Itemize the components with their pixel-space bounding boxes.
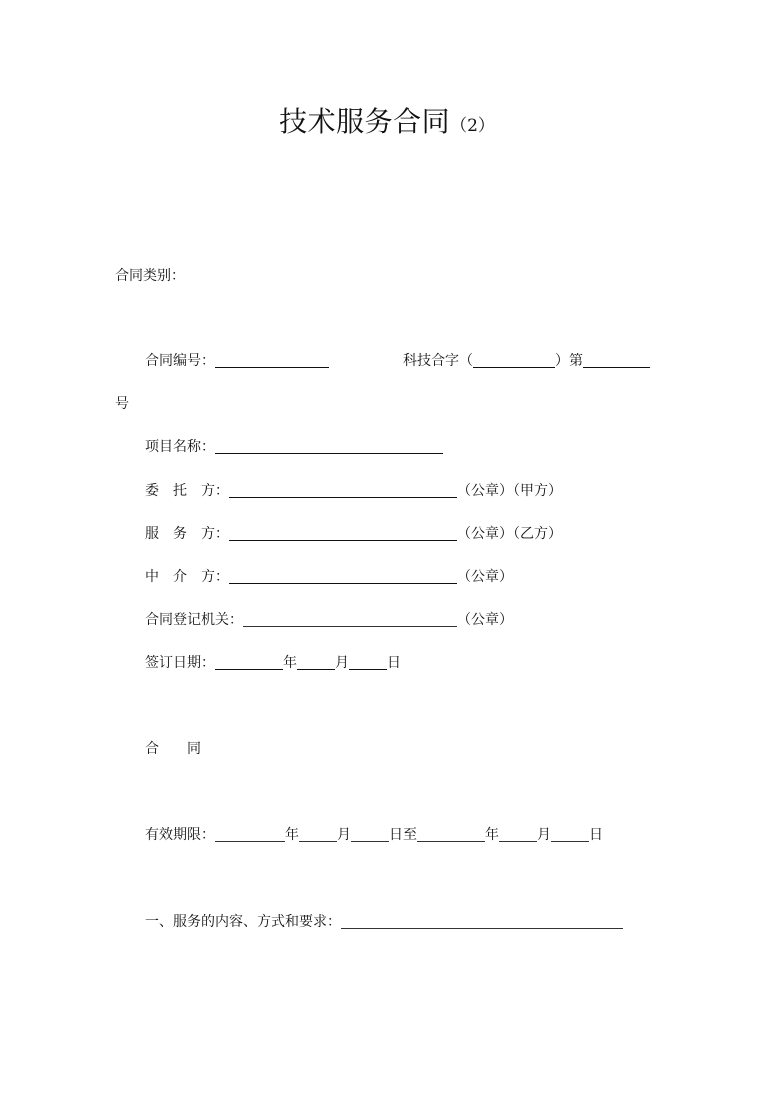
document-title: [0, 100, 774, 140]
tech-contract-suffix: 号: [115, 396, 129, 412]
validity-start-month-field[interactable]: [299, 827, 337, 842]
validity-row: [145, 825, 603, 845]
intermediary-row: [145, 567, 513, 587]
validity-year2-unit: 年: [485, 827, 499, 843]
provider-row: [145, 524, 562, 544]
signing-date-row: [145, 653, 401, 673]
provider-field[interactable]: [229, 526, 457, 541]
project-name-field[interactable]: [215, 439, 443, 454]
validity-day2-unit: 日: [589, 827, 603, 843]
project-name-row: [145, 437, 443, 457]
signing-date-label: 签订日期：: [145, 655, 215, 671]
registry-row: [145, 610, 513, 630]
client-label: 委 托 方：: [145, 483, 229, 499]
intermediary-seal: （公章）: [457, 569, 513, 585]
validity-end-year-field[interactable]: [417, 827, 485, 842]
contract-heading: 合 同: [145, 741, 201, 757]
signing-day-field[interactable]: [349, 655, 387, 670]
registry-seal: （公章）: [457, 612, 513, 628]
validity-month-unit: 月: [337, 827, 351, 843]
contract-number-field[interactable]: [215, 353, 329, 368]
registry-label: 合同登记机关：: [145, 612, 243, 628]
section-one-label: 一、服务的内容、方式和要求：: [145, 914, 341, 930]
project-name-label: 项目名称：: [145, 439, 215, 455]
contract-number-row: [145, 351, 329, 371]
intermediary-field[interactable]: [229, 569, 457, 584]
tech-contract-number-row: [403, 351, 650, 371]
validity-end-day-field[interactable]: [551, 827, 589, 842]
title-suffix: （2）: [450, 116, 495, 136]
intermediary-label: 中 介 方：: [145, 569, 229, 585]
tech-contract-code-field[interactable]: [473, 353, 555, 368]
signing-year-unit: 年: [283, 655, 297, 671]
signing-month-unit: 月: [335, 655, 349, 671]
client-seal: （公章）（甲方）: [457, 483, 562, 499]
client-field[interactable]: [229, 483, 457, 498]
signing-month-field[interactable]: [297, 655, 335, 670]
signing-day-unit: 日: [387, 655, 401, 671]
validity-year-unit: 年: [285, 827, 299, 843]
validity-end-month-field[interactable]: [499, 827, 537, 842]
signing-year-field[interactable]: [215, 655, 283, 670]
validity-month2-unit: 月: [537, 827, 551, 843]
title-text: 技术服务合同: [279, 105, 451, 138]
section-one-row: [145, 912, 623, 932]
validity-start-day-field[interactable]: [351, 827, 389, 842]
registry-field[interactable]: [243, 612, 457, 627]
validity-label: 有效期限：: [145, 827, 215, 843]
provider-seal: （公章）（乙方）: [457, 526, 562, 542]
validity-day-to: 日至: [389, 827, 417, 843]
tech-contract-seq-field[interactable]: [583, 353, 650, 368]
validity-start-year-field[interactable]: [215, 827, 285, 842]
section-one-field[interactable]: [341, 914, 623, 929]
contract-number-label: 合同编号：: [145, 353, 215, 369]
tech-contract-prefix: 科技合字（: [403, 353, 473, 369]
contract-category-label: 合同类别：: [115, 268, 185, 284]
provider-label: 服 务 方：: [145, 526, 229, 542]
client-row: [145, 481, 562, 501]
tech-contract-mid: ）第: [555, 353, 583, 369]
